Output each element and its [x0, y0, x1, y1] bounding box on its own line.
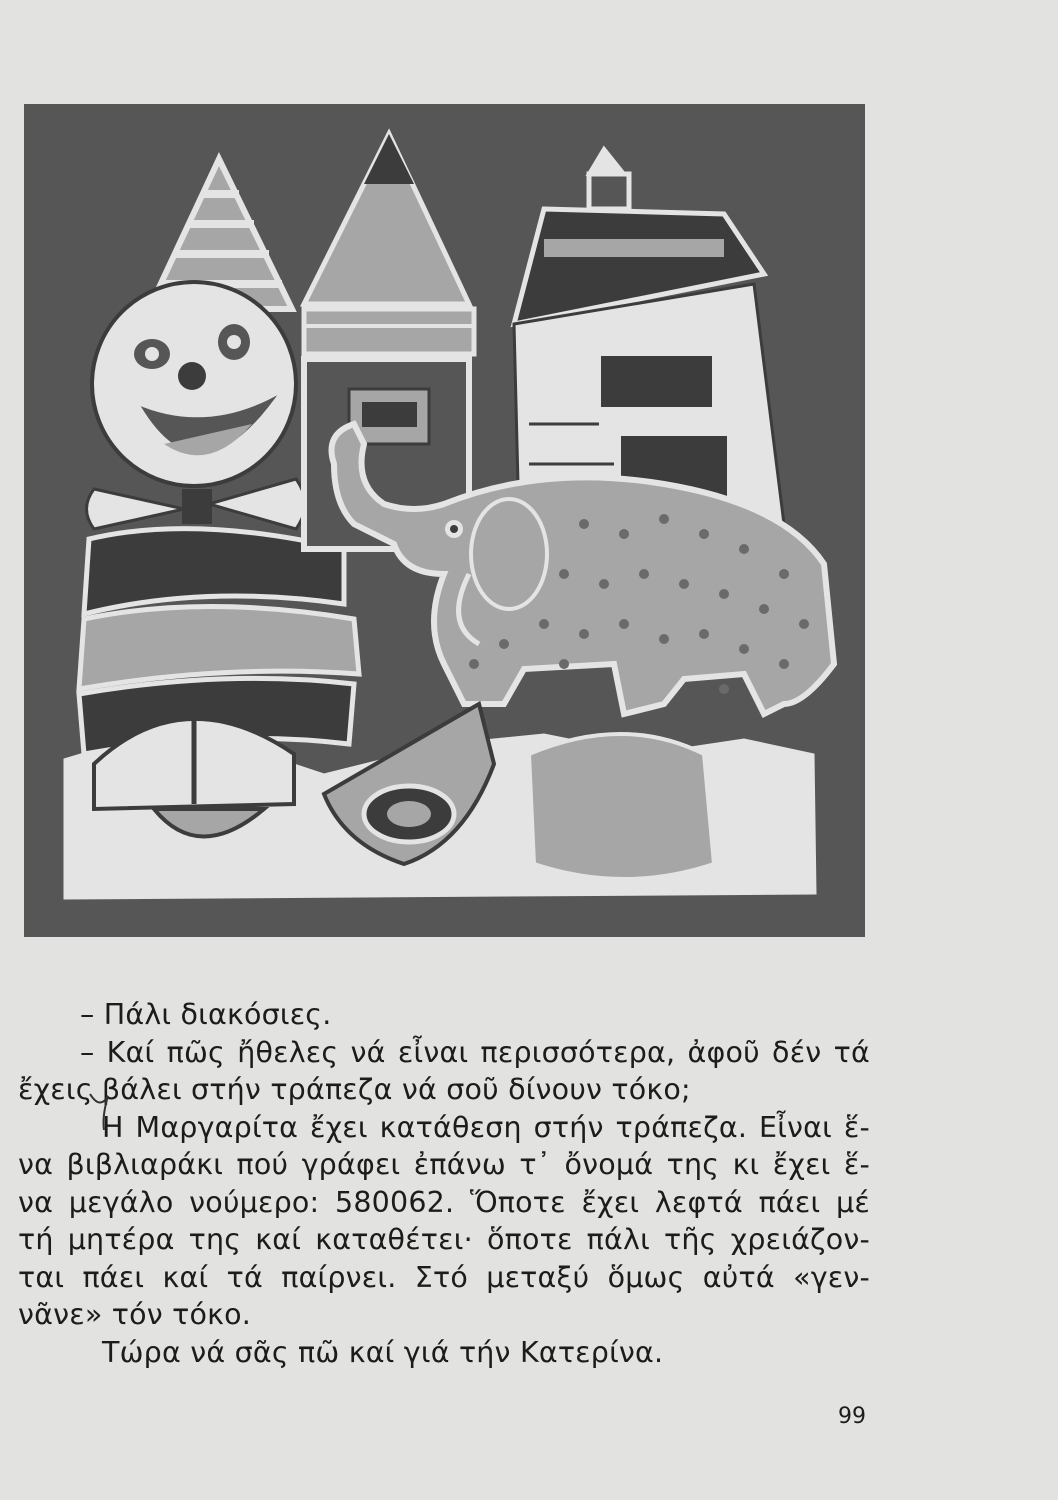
page-number: 99	[838, 1404, 866, 1429]
text-line: τή μητέρα της καί καταθέτει· ὅποτε πάλι τῆς χρειάζον-	[18, 1223, 870, 1256]
handwritten-mark	[86, 1084, 126, 1134]
text-line: Η Μαργαρίτα ἔχει κατάθεση στήν τράπεζα. Εἶναι ἕ-	[102, 1110, 870, 1144]
text-line: ἔχεις βάλει στήν τράπεζα νά σοῦ δίνουν τόκο;	[18, 1073, 691, 1106]
text-line: – Καί πῶς ἤθελες νά εἶναι περισσότερα, ἀφοῦ δέν τά	[80, 1035, 870, 1069]
text-line: ται πάει καί τά παίρνει. Στό μεταξύ ὅμως αὐτά «γεν-	[18, 1260, 870, 1294]
text-line: να μεγάλο νούμερο: 580062. Ὅποτε ἔχει λεφτά πάει μέ	[18, 1185, 870, 1219]
text-line: Τώρα νά σᾶς πῶ καί γιά τήν Κατερίνα.	[102, 1335, 664, 1369]
text-line: να βιβλιαράκι πού γράφει ἐπάνω τ᾿ ὄνομά της κι ἔχει ἕ-	[18, 1148, 870, 1181]
toys-picture	[24, 104, 865, 937]
text-line: – Πάλι διακόσιες.	[80, 998, 332, 1031]
story-text	[18, 996, 870, 1371]
linocut-illustration	[24, 104, 865, 937]
handwritten-gamma-icon	[86, 1084, 126, 1134]
text-line: νᾶνε» τόν τόκο.	[18, 1298, 251, 1331]
drum	[529, 734, 714, 879]
